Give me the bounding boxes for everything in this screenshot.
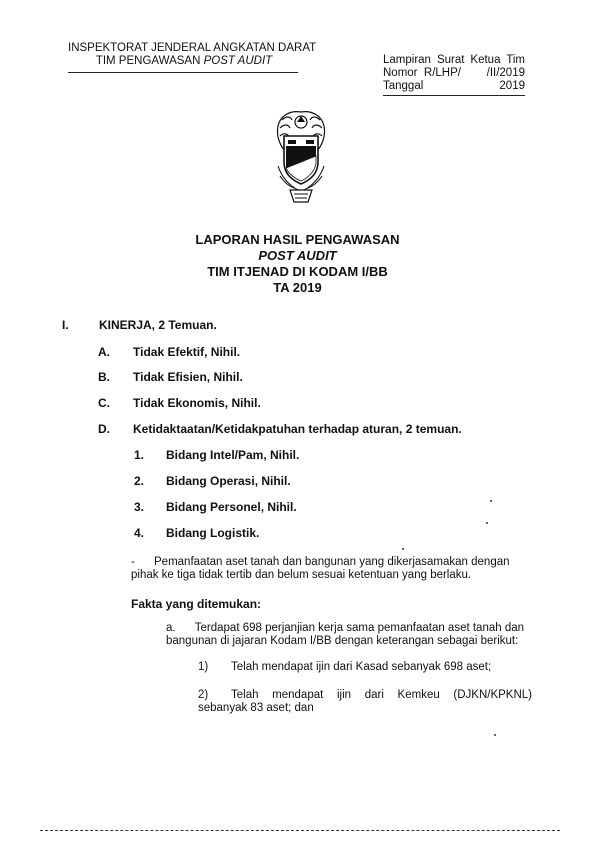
finding-paragraph: - Pemanfaatan aset tanah dan bangunan yang dikerjasamakan dengan pihak ke tiga tidak tertib dan belum sesuai ketentuan yang berlaku. <box>131 556 510 581</box>
item-c-text: Tidak Ekonomis, Nihil. <box>133 396 261 410</box>
sub-item-4-text: Bidang Logistik. <box>166 526 260 540</box>
header-attachment-block <box>383 54 525 96</box>
sub-item-1-mark: 1. <box>134 448 145 462</box>
scan-speck <box>494 734 496 736</box>
tanggal-row: Tanggal 2019 <box>383 80 525 92</box>
title-line-4: TA 2019 <box>273 280 322 295</box>
report-title <box>0 232 595 296</box>
army-emblem-icon <box>268 106 334 206</box>
item-d-mark: D. <box>98 422 110 436</box>
scan-speck <box>490 500 492 502</box>
org-line-2: TIM PENGAWASAN POST AUDIT <box>95 55 273 67</box>
header-organization <box>68 42 317 68</box>
attachment-label: Lampiran Surat Ketua Tim <box>383 54 525 66</box>
facts-heading: Fakta yang ditemukan: <box>131 597 262 611</box>
section-heading: KINERJA, 2 Temuan. <box>99 318 217 332</box>
item-a-text: Tidak Efektif, Nihil. <box>133 345 241 359</box>
sub-item-3-mark: 3. <box>134 500 145 514</box>
sub-item-2-text: Bidang Operasi, Nihil. <box>166 474 291 488</box>
sub-item-3-text: Bidang Personel, Nihil. <box>166 500 297 514</box>
header-right-underline <box>383 95 525 96</box>
title-line-3: TIM ITJENAD DI KODAM I/BB <box>207 264 388 279</box>
title-line-1: LAPORAN HASIL PENGAWASAN <box>195 232 400 247</box>
scan-speck <box>486 522 488 524</box>
fact-a-paragraph: a. Terdapat 698 perjanjian kerja sama pemanfaatan aset tanah dan bangunan di jajaran Kodam I/BB dengan keterangan sebagai berikut: <box>166 622 525 647</box>
scan-speck <box>402 548 404 550</box>
item-c-mark: C. <box>98 396 110 410</box>
fact-point-1-text: Telah mendapat ijin dari Kasad sebanyak 698 aset; <box>231 661 492 673</box>
fact-point-1-mark: 1) <box>198 661 209 673</box>
fact-point-2-text: Telah mendapat ijin dari Kemkeu (DJKN/KPKNL) sebanyak 83 aset; dan <box>198 689 532 714</box>
sub-item-2-mark: 2. <box>134 474 145 488</box>
title-line-2: POST AUDIT <box>258 248 337 263</box>
header-left-underline <box>68 72 298 73</box>
item-a-mark: A. <box>98 345 110 359</box>
footer-dashed-line <box>40 830 560 832</box>
section-number: I. <box>62 318 69 332</box>
sub-item-1-text: Bidang Intel/Pam, Nihil. <box>166 448 300 462</box>
item-d-text: Ketidaktaatan/Ketidakpatuhan terhadap aturan, 2 temuan. <box>133 422 462 436</box>
item-b-text: Tidak Efisien, Nihil. <box>133 370 243 384</box>
org-line-1: INSPEKTORAT JENDERAL ANGKATAN DARAT <box>68 42 317 54</box>
item-b-mark: B. <box>98 370 110 384</box>
sub-item-4-mark: 4. <box>134 526 145 540</box>
nomor-row: Nomor R/LHP/ /II/2019 <box>383 67 525 79</box>
fact-point-2-mark: 2) <box>198 689 209 701</box>
